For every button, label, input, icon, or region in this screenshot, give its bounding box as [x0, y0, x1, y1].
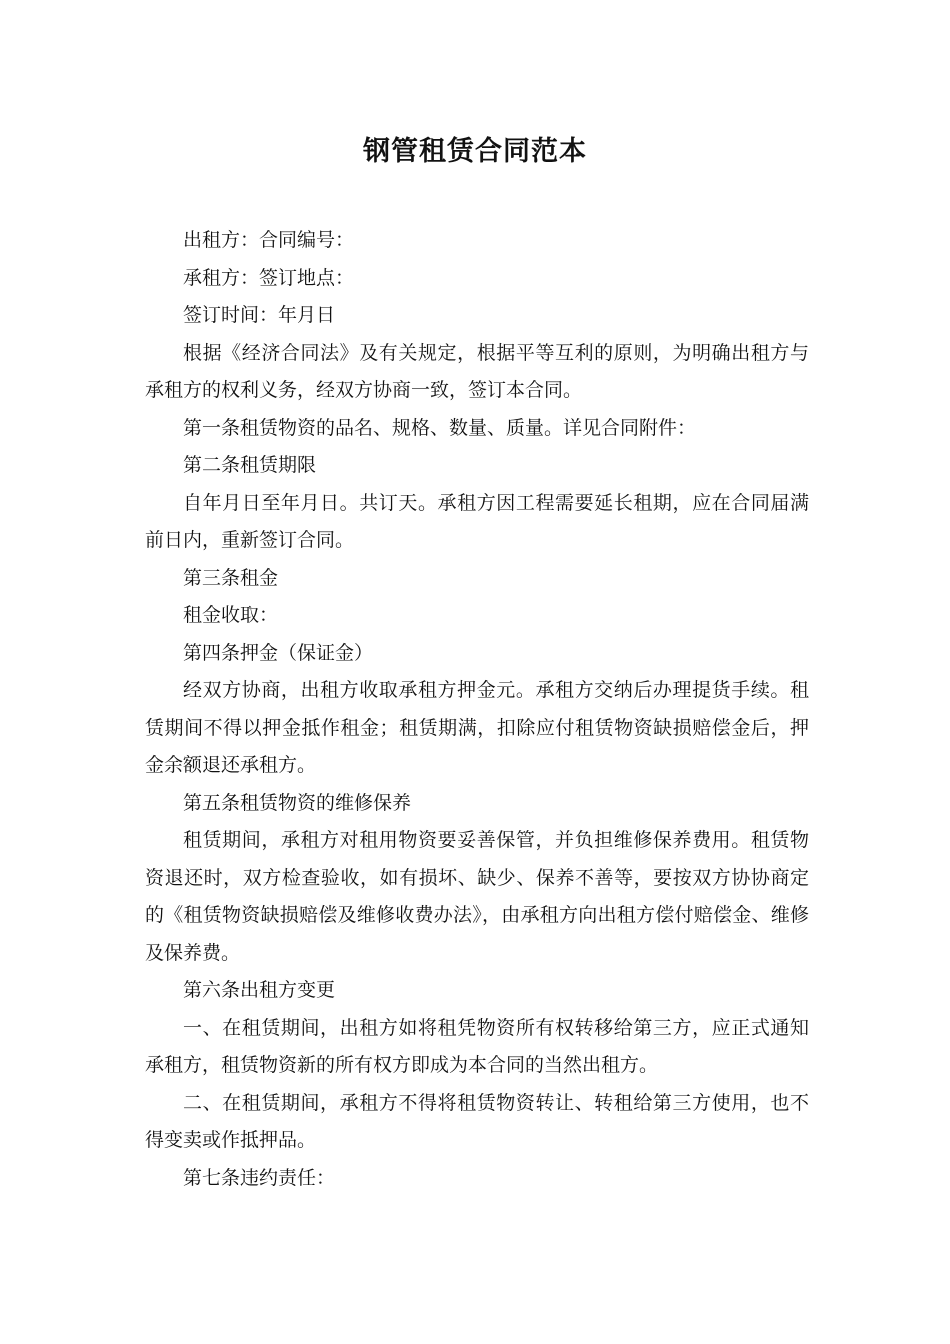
article-6-clause-2: 二、在租赁期间，承租方不得将租赁物资转让、转租给第三方使用，也不得变卖或作抵押品。: [145, 1091, 809, 1151]
paragraph-lessee: 承租方：签订地点：: [183, 266, 355, 289]
document-title: 钢管租赁合同范本: [363, 136, 587, 167]
article-4-heading: 第四条押金（保证金）: [183, 641, 374, 664]
paragraph-lessor: 出租方：合同编号：: [183, 229, 355, 251]
article-3-heading: 第三条租金: [183, 566, 279, 589]
article-6-clause-1: 一、在租赁期间，出租方如将租凭物资所有权转移给第三方，应正式通知承租方，租赁物资新的所有权方即成为本合同的当然出租方。: [145, 1016, 809, 1076]
article-1: 第一条租赁物资的品名、规格、数量、质量。详见合同附件：: [183, 416, 697, 439]
article-3-body: 租金收取：: [183, 604, 279, 626]
paragraph-preamble: 根据《经济合同法》及有关规定，根据平等互利的原则，为明确出租方与承租方的权利义务，经双方协商一致，签订本合同。: [145, 341, 809, 401]
article-4-body: 经双方协商，出租方收取承租方押金元。承租方交纳后办理提货手续。租赁期间不得以押金抵作租金；租赁期满，扣除应付租赁物资缺损赔偿金后，押金余额退还承租方。: [145, 679, 809, 776]
article-6-heading: 第六条出租方变更: [183, 979, 336, 1001]
article-2-heading: 第二条租赁期限: [183, 454, 317, 476]
document-body: [145, 222, 809, 1197]
article-7-heading: 第七条违约责任：: [183, 1166, 336, 1189]
article-2-body: 自年月日至年月日。共订天。承租方因工程需要延长租期，应在合同届满前日内，重新签订合同。: [145, 491, 809, 551]
article-5-heading: 第五条租赁物资的维修保养: [183, 791, 412, 814]
paragraph-sign-date: 签订时间：年月日: [183, 304, 336, 326]
article-5-body: 租赁期间，承租方对租用物资要妥善保管，并负担维修保养费用。租赁物资退还时，双方检查验收，如有损坏、缺少、保养不善等，要按双方协协商定的《租赁物资缺损赔偿及维修收费办法》，由承租方向出租方偿付赔偿金、维修及保养费。: [145, 829, 809, 964]
